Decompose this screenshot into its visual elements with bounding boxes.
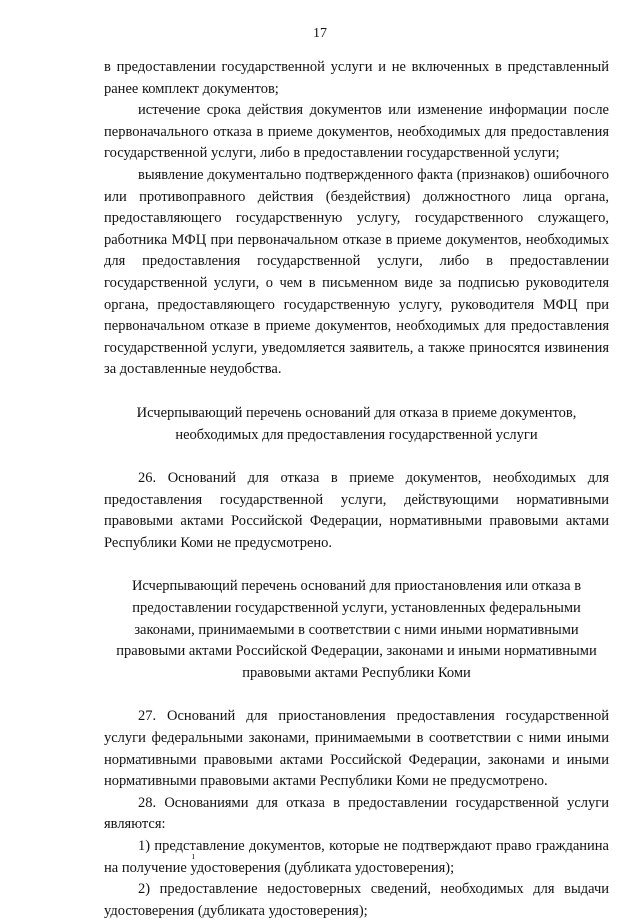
paragraph-document-expiry: истечение срока действия документов или изменение информации после первоначального отказа в приеме документов, необходимых для предоставления государственной услуги, либо в предоставлении государственной услуги; (104, 102, 609, 162)
paragraph-27: 27. Оснований для приостановления предоставления государственной услуги федеральными законами, принимаемыми в соответствии с ними иными нормативными правовыми актами Российской Федерации, законами и иными нормативными правовыми актами Республики Коми не предусмотрено. (104, 708, 609, 790)
paragraph-error-detection: выявление документально подтвержденного факта (признаков) ошибочного или противоправного действия (бездействия) должностного лица органа, предоставляющего государственную услугу, государственного служащего, работника МФЦ при первоначальном отказе в приеме документов, необходимых для предоставления государственной услуги, либо в предоставлении государственной услуги, о чем в письменном виде за подписью руководителя органа, предоставляющего государственную услугу, руководителя МФЦ при первоначальном отказе в приеме документов, необходимых для предоставления государственной услуги, уведомляется заявитель, а также приносятся извинения за доставленные неудобства. (104, 166, 609, 378)
paragraph-26: 26. Оснований для отказа в приеме документов, необходимых для предоставления государственной услуги, действующими нормативными правовыми актами Российской Федерации, нормативными правовыми актами Республики Коми не предусмотрено. (104, 470, 609, 551)
list-item-1: 1) представление документов, которые не подтверждают право гражданина на получение удостоверения (дубликата удостоверения); (104, 838, 609, 876)
scan-mark: ı (192, 851, 195, 862)
section-heading-refusal-acceptance: Исчерпывающий перечень оснований для отказа в приеме документов, необходимых для предоставления государственной услуги (136, 404, 577, 443)
paragraph-28: 28. Основаниями для отказа в предоставлении государственной услуги являются: (104, 794, 609, 833)
page-number: 17 (313, 26, 327, 41)
section-heading-suspension-refusal: Исчерпывающий перечень оснований для приостановления или отказа в предоставлении государственной услуги, установленных федеральными законами, принимаемыми в соответствии с ними иными нормативными правовыми актами Российской Федерации, законами и иными нормативными правовыми актами Республики Коми (116, 578, 597, 681)
paragraph-continuation: в предоставлении государственной услуги и не включенных в представленный ранее комплект документов; (104, 59, 609, 97)
document-body (104, 57, 609, 922)
list-item-2: 2) предоставление недостоверных сведений, необходимых для выдачи удостоверения (дубликата удостоверения); (104, 881, 609, 919)
